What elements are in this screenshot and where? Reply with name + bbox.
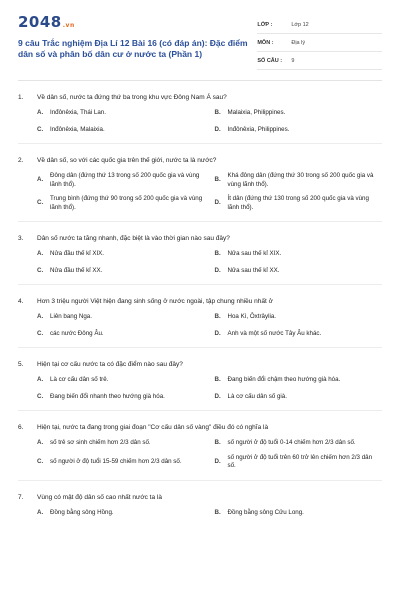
option-text: Nửa đầu thế kỉ XX. <box>50 266 103 274</box>
option-text: Đồng bằng sông Cửu Long. <box>227 508 304 516</box>
question-2 <box>18 156 382 222</box>
meta-value-socau: 9 <box>291 57 295 64</box>
answer-options <box>37 313 382 338</box>
option-text: Inđônêxia, Malaixia. <box>50 125 105 133</box>
header <box>18 14 382 70</box>
option-text: Đang biến đổi chậm theo hướng già hóa. <box>227 376 341 383</box>
option-text: Liên bang Nga. <box>50 313 92 320</box>
answer-option[interactable] <box>37 195 205 212</box>
meta-row-socau <box>257 52 382 70</box>
meta-label-socau: SỐ CÂU : <box>257 57 283 64</box>
question-divider <box>18 284 382 285</box>
meta-row-lop <box>257 16 382 34</box>
answer-options <box>37 509 382 518</box>
option-letter: C. <box>37 125 44 133</box>
answer-option[interactable] <box>37 330 205 339</box>
answer-option[interactable] <box>215 439 383 448</box>
option-text: Hoa Kì, Ôxtrâylia. <box>227 313 276 320</box>
question-number: 3. <box>18 235 24 242</box>
answer-option[interactable] <box>215 195 383 212</box>
option-letter: D. <box>214 392 221 400</box>
question-text-row <box>18 493 382 502</box>
option-letter: B. <box>214 109 221 116</box>
option-text: số người ở độ tuổi trên 60 trở lên chiếm hơn 2/3 dân số. <box>227 453 373 469</box>
answer-options <box>37 250 382 275</box>
question-text: Về dân số, so với các quốc gia trên thế giới, nước ta là nước? <box>37 157 217 164</box>
answer-option[interactable] <box>215 330 383 339</box>
option-letter: B. <box>214 508 221 516</box>
meta-label-mon: MÔN : <box>257 39 274 46</box>
question-text: Dân số nước ta tăng nhanh, đặc biệt là vào thời gian nào sau đây? <box>37 235 230 242</box>
option-text: Malaixia, Philippines. <box>227 109 286 116</box>
option-letter: B. <box>214 176 221 184</box>
question-text: Hơn 3 triệu người Việt hiện đang sinh sống ở nước ngoài, tập chung nhiều nhất ở <box>37 298 273 305</box>
question-text-row <box>18 234 382 243</box>
option-letter: C. <box>37 329 44 337</box>
question-divider <box>18 410 382 411</box>
option-text: Khá đông dân (đứng thứ 30 trong số 200 quốc gia và vùng lãnh thổ). <box>227 172 374 188</box>
answer-option[interactable] <box>37 393 205 402</box>
answer-options <box>37 439 382 471</box>
question-4 <box>18 297 382 348</box>
option-letter: A. <box>37 508 44 516</box>
option-letter: B. <box>214 376 221 383</box>
answer-option[interactable] <box>37 267 205 276</box>
header-left <box>18 14 257 60</box>
option-text: Đồng bằng sông Hồng. <box>50 508 114 516</box>
option-text: các nước Đông Âu. <box>50 329 104 337</box>
option-text: số trẻ sơ sinh chiếm hơn 2/3 dân số. <box>50 439 151 446</box>
question-text: Về dân số, nước ta đứng thứ ba trong khu vực Đông Nam Á sau? <box>37 94 227 101</box>
question-text: Vùng có mật độ dân số cao nhất nước ta là <box>37 493 162 501</box>
option-letter: B. <box>214 250 221 257</box>
option-text: Nửa đầu thế kỉ XIX. <box>50 250 105 257</box>
option-text: Đang biến đổi nhanh theo hướng già hóa. <box>50 392 165 400</box>
answer-option[interactable] <box>37 250 205 259</box>
option-letter: D. <box>214 125 221 133</box>
meta-value-lop[interactable]: Lớp 12 <box>291 21 309 28</box>
question-number: 6. <box>18 424 24 431</box>
question-text-row <box>18 360 382 369</box>
option-letter: A. <box>37 109 44 116</box>
option-text: Ít dân (đứng thứ 130 trong số 200 quốc gia và vùng lãnh thổ). <box>227 195 369 211</box>
option-text: Là cơ cấu dân số già. <box>227 392 287 400</box>
answer-option[interactable] <box>37 313 205 322</box>
option-text: Là cơ cấu dân số trẻ. <box>50 376 109 383</box>
option-letter: B. <box>214 313 221 320</box>
page-title: 9 câu Trắc nghiệm Địa Lí 12 Bài 16 (có đáp án): Đặc điểm dân số và phân bố dân cư ở nước ta (Phần 1) <box>18 38 248 59</box>
option-letter: B. <box>214 439 221 446</box>
header-divider <box>18 80 382 81</box>
answer-option[interactable] <box>215 267 383 276</box>
question-divider <box>18 480 382 481</box>
option-text: Trung bình (đứng thứ 90 trong số 200 quốc gia và vùng lãnh thổ). <box>50 195 203 211</box>
answer-option[interactable] <box>37 126 205 135</box>
logo-main: 2048 <box>18 13 62 31</box>
option-letter: A. <box>37 250 44 257</box>
answer-options <box>37 172 382 212</box>
option-letter: D. <box>214 329 221 337</box>
option-text: Nửa sau thế kỉ XIX. <box>227 250 282 257</box>
answer-option[interactable] <box>215 509 383 518</box>
meta-label-lop: LỚP : <box>257 21 273 28</box>
option-letter: D. <box>214 266 221 274</box>
answer-option[interactable] <box>37 376 205 385</box>
answer-option[interactable] <box>215 313 383 322</box>
meta-value-mon[interactable]: Địa lý <box>291 39 306 46</box>
meta-box <box>257 16 382 70</box>
answer-option[interactable] <box>215 172 383 189</box>
question-text-row <box>18 423 382 432</box>
answer-option[interactable] <box>215 126 383 135</box>
question-1 <box>18 93 382 144</box>
question-number: 5. <box>18 361 24 368</box>
answer-option[interactable] <box>37 509 205 518</box>
option-letter: C. <box>37 457 44 465</box>
question-7 <box>18 493 382 518</box>
question-6 <box>18 423 382 481</box>
answer-options <box>37 109 382 134</box>
answer-option[interactable] <box>37 109 205 118</box>
question-5 <box>18 360 382 411</box>
question-number: 2. <box>18 157 24 164</box>
answer-option[interactable] <box>37 172 205 189</box>
option-letter: D. <box>214 199 221 207</box>
option-letter: A. <box>37 439 44 446</box>
question-number: 4. <box>18 298 24 305</box>
question-number: 1. <box>18 94 24 101</box>
question-text: Hiện tại, nước ta đang trong giai đoạn "Cơ cấu dân số vàng" điều đó có nghĩa là <box>37 424 269 431</box>
option-text: Inđônêxia, Philippines. <box>227 125 290 133</box>
question-text-row <box>18 297 382 306</box>
option-letter: C. <box>37 199 44 207</box>
answer-option[interactable] <box>215 376 383 385</box>
question-divider <box>18 221 382 222</box>
answer-option[interactable] <box>37 454 205 471</box>
site-logo[interactable] <box>18 14 257 34</box>
option-text: số người ở độ tuổi 0-14 chiếm hơn 2/3 dân số. <box>227 439 356 446</box>
option-letter: C. <box>37 392 44 400</box>
question-divider <box>18 143 382 144</box>
option-text: số người ở độ tuổi 15-59 chiếm hơn 2/3 dân số. <box>50 457 182 465</box>
option-letter: D. <box>214 457 221 465</box>
option-text: Inđônêxia, Thái Lan. <box>50 109 106 116</box>
option-letter: A. <box>37 376 44 383</box>
option-letter: A. <box>37 313 44 320</box>
question-number: 7. <box>18 493 24 501</box>
option-letter: A. <box>37 176 44 184</box>
answer-option[interactable] <box>215 454 383 471</box>
answer-option[interactable] <box>37 439 205 448</box>
question-text-row <box>18 93 382 102</box>
option-letter: C. <box>37 266 44 274</box>
option-text: Đông dân (đứng thứ 13 trong số 200 quốc gia và vùng lãnh thổ). <box>50 172 200 188</box>
question-text-row <box>18 156 382 165</box>
answer-option[interactable] <box>215 250 383 259</box>
logo-sub: .vn <box>62 22 75 29</box>
question-3 <box>18 234 382 285</box>
question-divider <box>18 347 382 348</box>
answer-options <box>37 376 382 401</box>
option-text: Anh và một số nước Tây Âu khác. <box>227 329 322 337</box>
meta-row-mon <box>257 34 382 52</box>
answer-option[interactable] <box>215 109 383 118</box>
option-text: Nửa sau thế kỉ XX. <box>227 266 280 274</box>
question-text: Hiện tại cơ cấu nước ta có đặc điểm nào sau đây? <box>37 361 183 368</box>
answer-option[interactable] <box>215 393 383 402</box>
question-list <box>18 93 382 517</box>
